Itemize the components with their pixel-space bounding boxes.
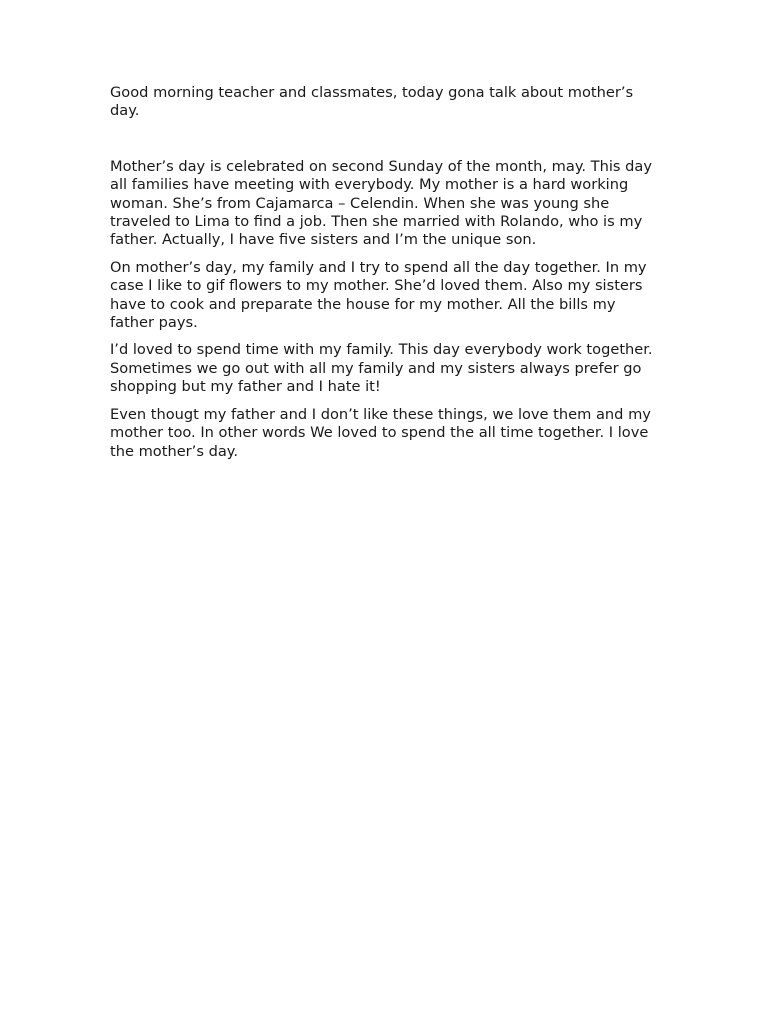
paragraph-family-time: I’d loved to spend time with my family. This day everybody work together. Sometimes we go out with all my family and my sisters always prefer go shopping but my father and I hate it!: [110, 341, 653, 396]
document-body: [110, 84, 662, 470]
paragraph-conclusion: Even thougt my father and I don’t like these things, we love them and my mother too. In other words We loved to spend the all time together. I love the mother’s day.: [110, 405, 651, 460]
paragraph-mothers-day-intro: Mother’s day is celebrated on second Sunday of the month, may. This day all families have meeting with everybody. My mother is a hard working woman. She’s from Cajamarca – Celendin. When she was young she traveled to Lima to find a job. Then she married with Rolando, who is my father. Actually, I have five sisters and I’m the unique son.: [110, 157, 652, 249]
paragraph-greeting: Good morning teacher and classmates, today gona talk about mother’s day.: [110, 84, 634, 120]
paragraph-family-celebration: On mother’s day, my family and I try to spend all the day together. In my case I like to gif flowers to my mother. She’d loved them. Also my sisters have to cook and preparate the house for my mother. All the bills my father pays.: [110, 258, 647, 332]
